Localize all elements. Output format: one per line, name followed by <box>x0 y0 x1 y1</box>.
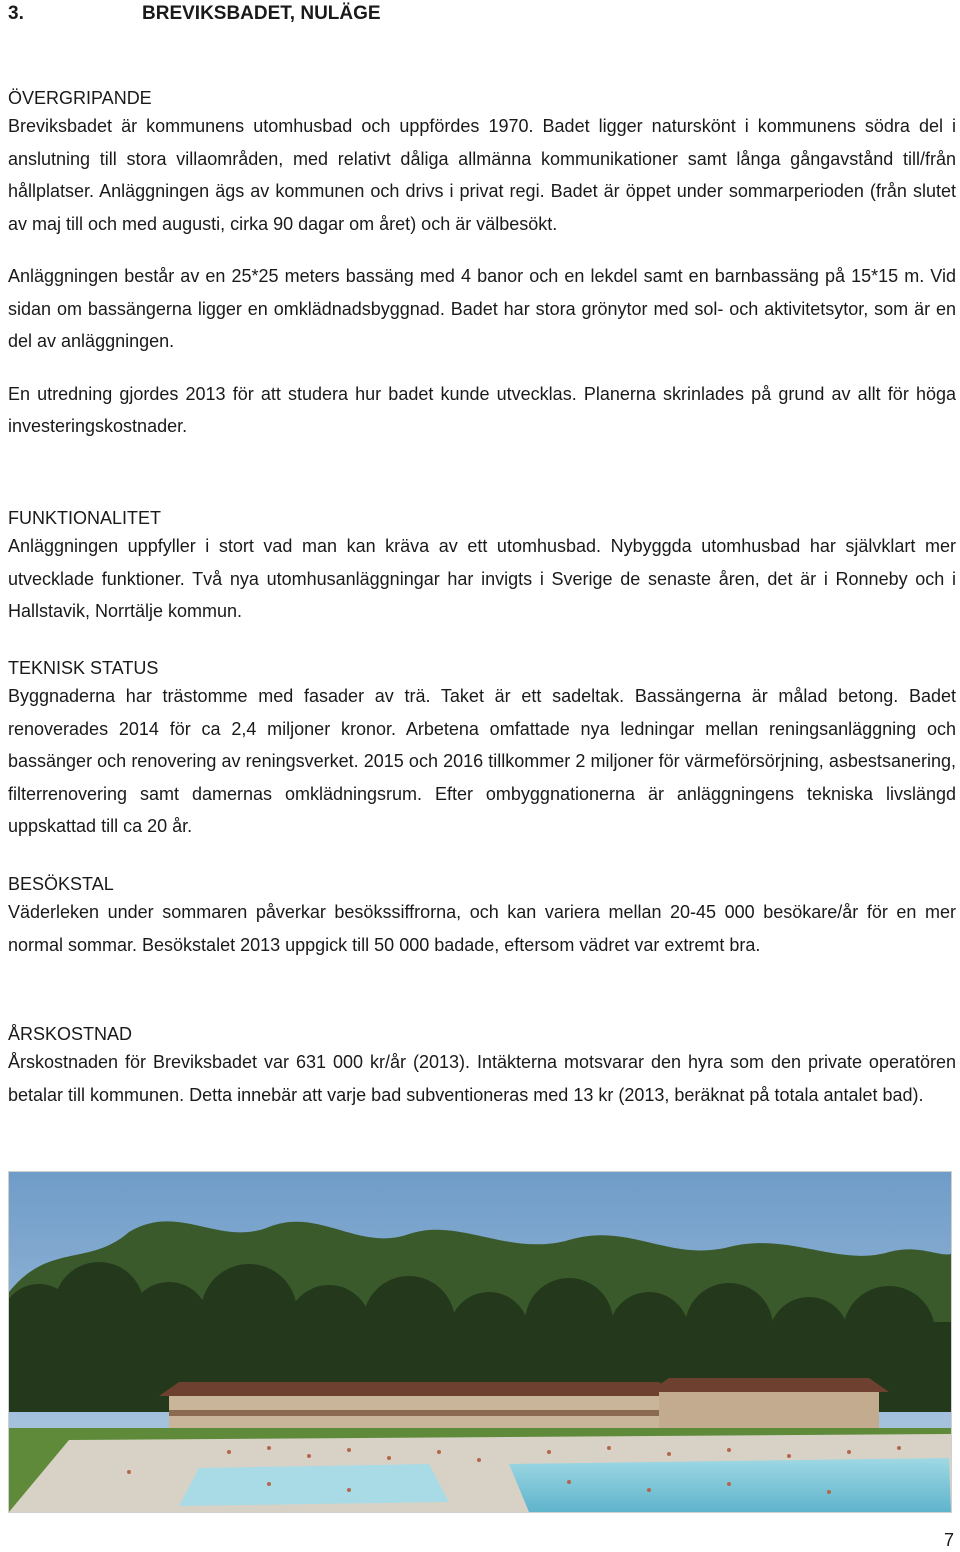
paragraph: Anläggningen uppfyller i stort vad man kan kräva av ett utomhusbad. Nybyggda utomhusbad har självklart mer utvecklade funktioner. Två nya utomhusanläggningar har invigts i Sverige de senaste åren, det är i Ronneby och i Hallstavik, Norrtälje kommun. <box>8 536 956 621</box>
chapter-heading <box>8 2 948 26</box>
section-heading: TEKNISK STATUS <box>8 658 159 678</box>
paragraph: Byggnaderna har trästomme med fasader av trä. Taket är ett sadeltak. Bassängerna är målad betong. Badet renoverades 2014 för ca 2,4 miljoner kronor. Arbetena omfattade nya ledningar mellan reningsanläggning och bassänger och renovering av reningsverket. 2015 och 2016 tillkommer 2 miljoner för värmeförsörjning, asbestsanering, filterrenovering samt damernas omklädningsrum. Efter ombyggnationerna är anläggningens tekniska livslängd uppskattad till ca 20 år. <box>8 686 956 836</box>
section-heading: FUNKTIONALITET <box>8 508 162 528</box>
section-heading: ÅRSKOSTNAD <box>8 1024 133 1044</box>
paragraph: Väderleken under sommaren påverkar besökssiffrorna, och kan variera mellan 20-45 000 besökare/år för en mer normal sommar. Besökstalet 2013 uppgick till 50 000 badade, eftersom vädret var extremt bra. <box>8 902 956 955</box>
section-teknisk-status <box>8 656 956 843</box>
paragraph: Anläggningen består av en 25*25 meters bassäng med 4 banor och en lekdel samt en barnbassäng på 15*15 m. Vid sidan om bassängerna ligger en omklädnadsbyggnad. Badet har stora grönytor med sol- och aktivitetsytor, som är en del av anläggningen. <box>8 266 956 351</box>
children-pool <box>179 1464 449 1506</box>
paragraph: Årskostnaden för Breviksbadet var 631 000 kr/år (2013). Intäkterna motsvarar den hyra som den private operatören betalar till kommunen. Detta innebär att varje bad subventioneras med 13 kr (2013, beräknat på totala antalet bad). <box>8 1052 956 1105</box>
paragraph: Breviksbadet är kommunens utomhusbad och uppfördes 1970. Badet ligger naturskönt i kommunens södra del i anslutning till stora villaområden, med relativt dåliga allmänna kommunikationer samt långa gångavstånd till/från hållplatser. Anläggningen ägs av kommunen och drivs i privat regi. Badet är öppet under sommarperioden (från slutet av maj till och med augusti, cirka 90 dagar om året) och är välbesökt. <box>8 116 956 234</box>
breviksbadet-photo <box>8 1171 952 1513</box>
section-heading: BESÖKSTAL <box>8 874 114 894</box>
chapter-title: BREVIKSBADET, NULÄGE <box>142 3 381 24</box>
section-heading: ÖVERGRIPANDE <box>8 88 152 108</box>
paragraph: En utredning gjordes 2013 för att studera hur badet kunde utvecklas. Planerna skrinlades på grund av allt för höga investeringskostnader. <box>8 383 956 436</box>
section-arskostnad <box>8 1022 956 1111</box>
changing-building <box>159 1378 889 1432</box>
section-besokstal <box>8 872 956 961</box>
section-funktionalitet <box>8 506 956 628</box>
section-overgripande <box>8 86 956 443</box>
page-number: 7 <box>943 1530 954 1550</box>
chapter-number: 3. <box>8 3 24 24</box>
